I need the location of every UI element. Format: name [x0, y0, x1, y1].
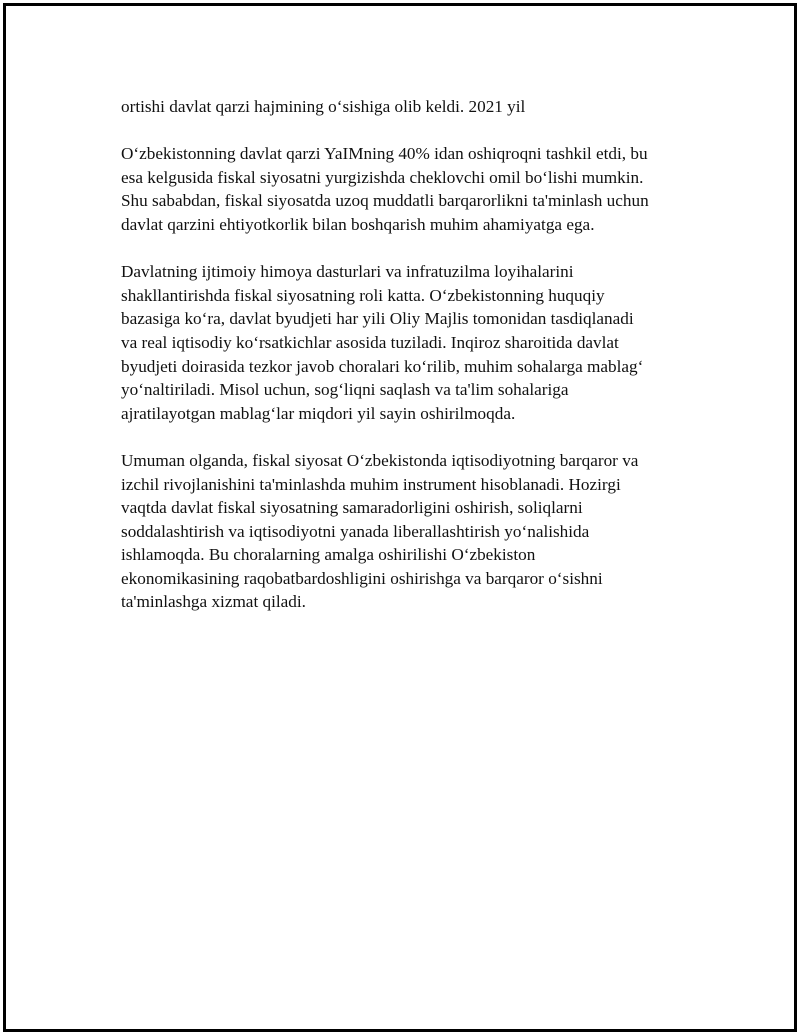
- text-line: ekonomikasining raqobatbardoshligini oshirishga va barqaror o‘sishni: [121, 568, 603, 588]
- document-body: [121, 95, 721, 638]
- paragraph-2: [121, 142, 721, 236]
- text-line: yo‘naltiriladi. Misol uchun, sog‘liqni saqlash va ta'lim sohalariga: [121, 380, 569, 400]
- text-line: ajratilayotgan mablag‘lar miqdori yil sayin oshirilmoqda.: [121, 403, 516, 423]
- text-line: davlat qarzini ehtiyotkorlik bilan boshqarish muhim ahamiyatga ega.: [121, 214, 595, 234]
- paragraph-3: [121, 260, 721, 425]
- text-line: Umuman olganda, fiskal siyosat O‘zbekistonda iqtisodiyotning barqaror va: [121, 450, 639, 470]
- text-line: byudjeti doirasida tezkor javob choralari ko‘rilib, muhim sohalarga mablag‘: [121, 356, 644, 376]
- paragraph-4: [121, 449, 721, 614]
- paragraph-1: [121, 95, 721, 119]
- text-line: soddalashtirish va iqtisodiyotni yanada liberallashtirish yo‘nalishida: [121, 521, 590, 541]
- text-line: shakllantirishda fiskal siyosatning roli katta. O‘zbekistonning huquqiy: [121, 285, 605, 305]
- text-line: O‘zbekistonning davlat qarzi YaIMning 40% idan oshiqroqni tashkil etdi, bu: [121, 144, 648, 164]
- text-line: Shu sababdan, fiskal siyosatda uzoq muddatli barqarorlikni ta'minlash uchun: [121, 191, 649, 211]
- text-line: Davlatning ijtimoiy himoya dasturlari va infratuzilma loyihalarini: [121, 262, 574, 282]
- text-line: vaqtda davlat fiskal siyosatning samaradorligini oshirish, soliqlarni: [121, 498, 583, 518]
- text-line: ta'minlashga xizmat qiladi.: [121, 592, 306, 612]
- text-line: ortishi davlat qarzi hajmining o‘sishiga olib keldi. 2021 yil: [121, 97, 526, 116]
- text-line: bazasiga ko‘ra, davlat byudjeti har yili Oliy Majlis tomonidan tasdiqlanadi: [121, 309, 634, 329]
- page-frame: [3, 3, 797, 1032]
- text-line: izchil rivojlanishini ta'minlashda muhim instrument hisoblanadi. Hozirgi: [121, 474, 621, 494]
- text-line: va real iqtisodiy ko‘rsatkichlar asosida tuziladi. Inqiroz sharoitida davlat: [121, 332, 619, 352]
- text-line: esa kelgusida fiskal siyosatni yurgizishda cheklovchi omil bo‘lishi mumkin.: [121, 167, 644, 187]
- text-line: ishlamoqda. Bu choralarning amalga oshirilishi O‘zbekiston: [121, 545, 536, 565]
